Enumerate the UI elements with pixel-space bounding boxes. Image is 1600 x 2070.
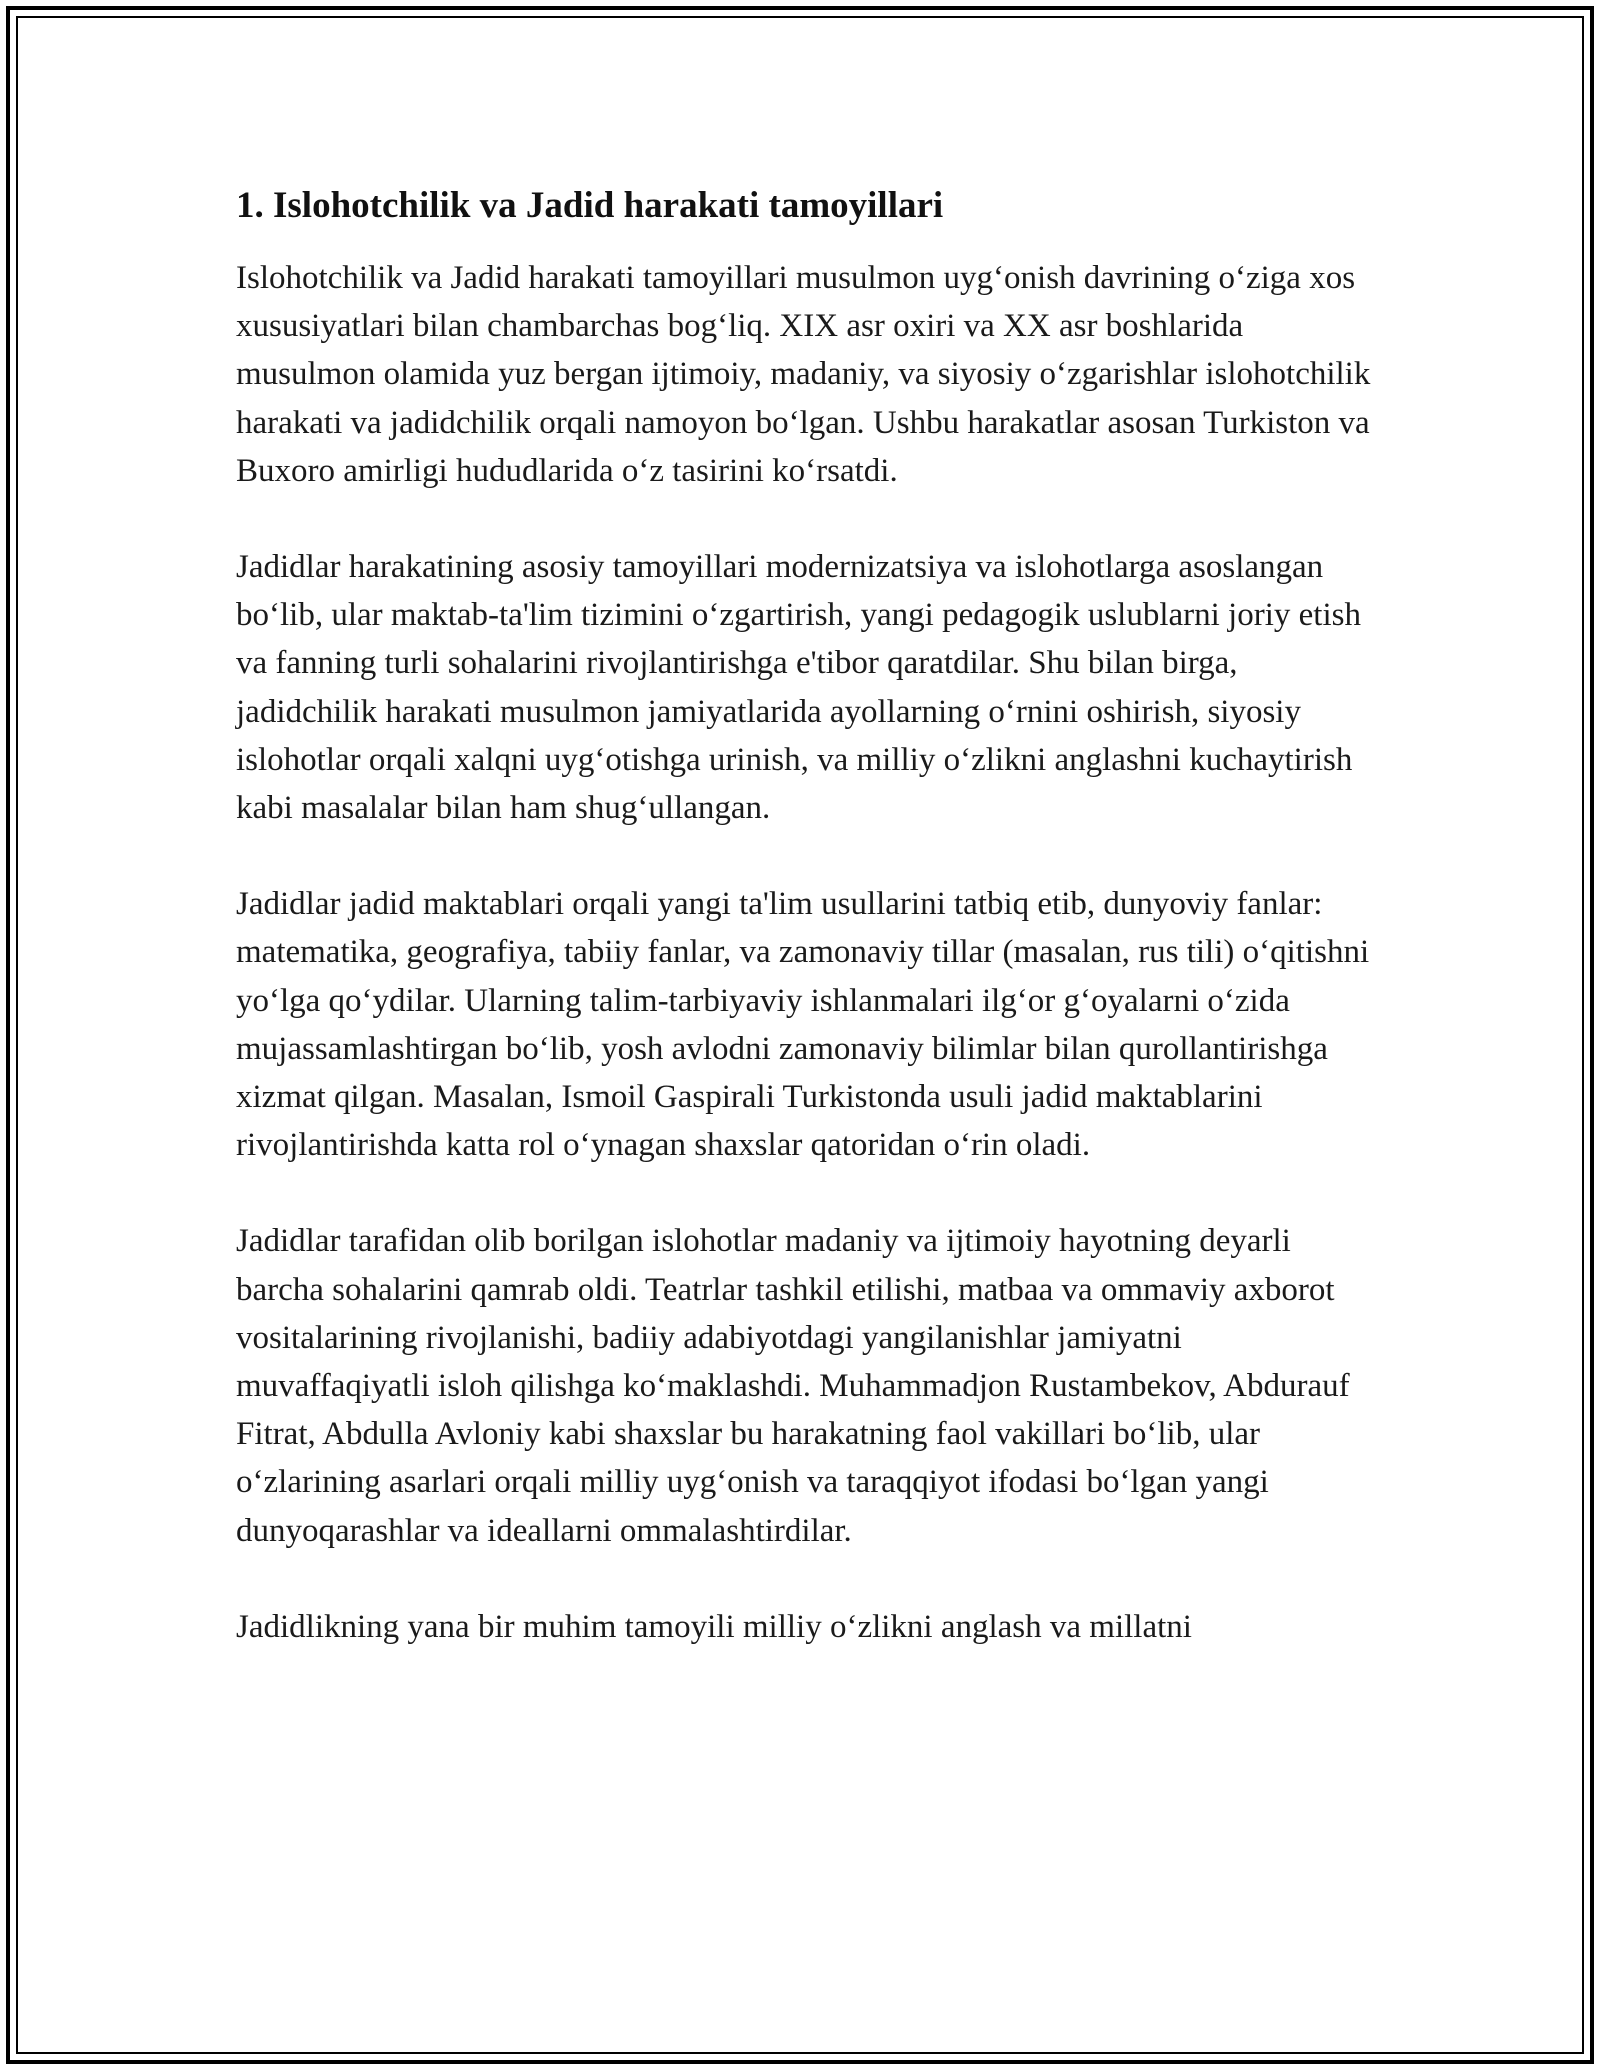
document-body bbox=[236, 184, 1376, 1699]
paragraph-3: Jadidlar jadid maktablari orqali yangi ta'lim usullarini tatbiq etib, dunyoviy fanlar: matematika, geografiya, tabiiy fanlar, va zamonaviy tillar (masalan, rus tili) oʻqitishni yoʻlga qoʻydilar. Ularning talim-tarbiyaviy ishlanmalari ilgʻor gʻoyalarni oʻzida mujassamlashtirgan boʻlib, yosh avlodni zamonaviy bilimlar bilan qurollantirishga xizmat qilgan. Masalan, Ismoil Gaspirali Turkistonda usuli jadid maktablarini rivojlantirishda katta rol oʻynagan shaxslar qatoridan oʻrin oladi. bbox=[236, 886, 1370, 1164]
paragraph-1: Islohotchilik va Jadid harakati tamoyillari musulmon uygʻonish davrining oʻziga xos xususiyatlari bilan chambarchas bogʻliq. XIX asr oxiri va XX asr boshlarida musulmon olamida yuz bergan ijtimoiy, madaniy, va siyosiy oʻzgarishlar islohotchilik harakati va jadidchilik orqali namoyon boʻlgan. Ushbu harakatlar asosan Turkiston va Buxoro amirligi hududlarida oʻz tasirini koʻrsatdi. bbox=[236, 260, 1371, 489]
paragraph-2: Jadidlar harakatining asosiy tamoyillari modernizatsiya va islohotlarga asoslangan boʻlib, ular maktab-ta'lim tizimini oʻzgartirish, yangi pedagogik uslublarni joriy etish va fanning turli sohalarini rivojlantirishga e'tibor qaratdilar. Shu bilan birga, jadidchilik harakati musulmon jamiyatlarida ayollarning oʻrnini oshirish, siyosiy islohotlar orqali xalqni uygʻotishga urinish, va milliy oʻzlikni anglashni kuchaytirish kabi masalalar bilan ham shugʻullangan. bbox=[236, 549, 1361, 827]
paragraph-5: Jadidlikning yana bir muhim tamoyili milliy oʻzlikni anglash va millatni bbox=[236, 1608, 1192, 1645]
paragraph-4: Jadidlar tarafidan olib borilgan islohotlar madaniy va ijtimoiy hayotning deyarli barcha sohalarini qamrab oldi. Teatrlar tashkil etilishi, matbaa va ommaviy axborot vositalarining rivojlanishi, badiiy adabiyotdagi yangilanishlar jamiyatni muvaffaqiyatli isloh qilishga koʻmaklashdi. Muhammadjon Rustambekov, Abdurauf Fitrat, Abdulla Avloniy kabi shaxslar bu harakatning faol vakillari boʻlib, ular oʻzlarining asarlari orqali milliy uygʻonish va taraqqiyot ifodasi boʻlgan yangi dunyoqarashlar va ideallarni ommalashtirdilar. bbox=[236, 1223, 1350, 1549]
section-heading: 1. Islohotchilik va Jadid harakati tamoyillari bbox=[236, 185, 944, 226]
